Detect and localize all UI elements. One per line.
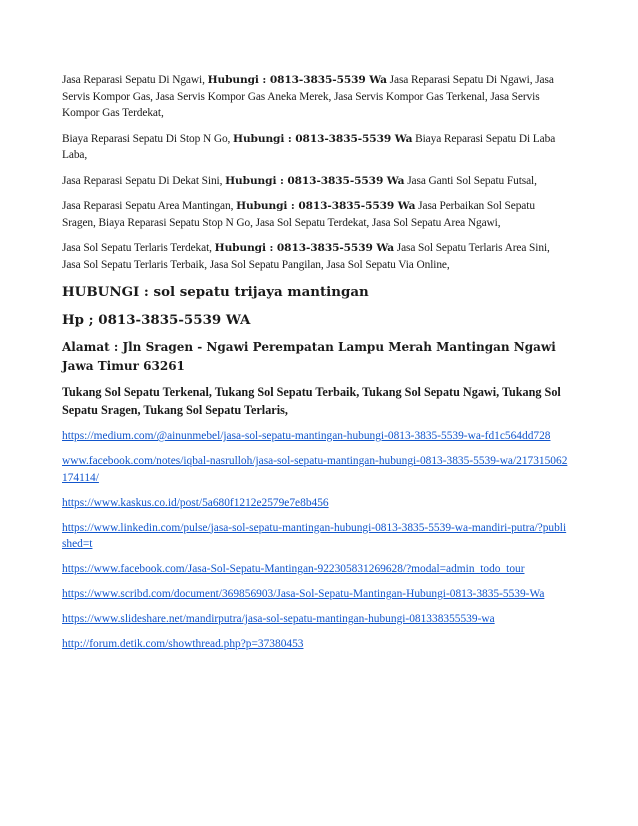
paragraph-text: Jasa Perbaikan Sol Sepatu Sragen, Biaya Reparasi Sepatu Stop N Go, Jasa Sol Sepatu Terdekat, Jasa Sol Sepatu Area Ngawi, — [62, 200, 535, 229]
ad-paragraph-3 — [62, 173, 568, 190]
paragraph-text: Jasa Reparasi Sepatu Di Dekat Sini, — [62, 174, 226, 187]
paragraph-text: Jasa Reparasi Sepatu Di Ngawi, Jasa Servis Kompor Gas, Jasa Servis Kompor Gas Aneka Merek, Jasa Servis Kompor Gas Terkenal, Jasa Servis Kompor Gas Terdekat, — [62, 74, 554, 119]
link-slideshare[interactable]: https://www.slideshare.net/mandirputra/jasa-sol-sepatu-mantingan-hubungi-081338355539-wa — [62, 613, 495, 625]
link-medium[interactable]: https://medium.com/@ainunmebel/jasa-sol-sepatu-mantingan-hubungi-0813-3835-5539-wa-fd1c564dd728 — [62, 430, 551, 442]
contact-phone: Hp ; 0813-3835-5539 WA — [62, 312, 251, 328]
phone-highlight: Hubungi : 0813-3835-5539 Wa — [207, 74, 387, 86]
phone-highlight: Hubungi : 0813-3835-5539 Wa — [236, 200, 416, 212]
link-scribd[interactable]: https://www.scribd.com/document/369856903/Jasa-Sol-Sepatu-Mantingan-Hubungi-0813-3835-5539-Wa — [62, 588, 545, 600]
paragraph-text: Jasa Reparasi Sepatu Area Mantingan, — [62, 200, 237, 212]
link-kaskus[interactable]: https://www.kaskus.co.id/post/5a680f1212e2579e7e8b456 — [62, 496, 329, 509]
paragraph-text: Biaya Reparasi Sepatu Di Stop N Go, — [62, 132, 234, 145]
paragraph-text: Jasa Reparasi Sepatu Di Ngawi, — [62, 74, 208, 86]
paragraph-text: Jasa Sol Sepatu Terlaris Area Sini, Jasa Sol Sepatu Terlaris Terbaik, Jasa Sol Sepatu Pangilan, Jasa Sol Sepatu Via Online, — [62, 242, 550, 271]
phone-highlight: Hubungi : 0813-3835-5539 Wa — [225, 174, 405, 187]
link-detik-forum[interactable]: http://forum.detik.com/showthread.php?p=37380453 — [62, 638, 304, 650]
ad-paragraph-4 — [62, 198, 568, 231]
contact-address: Alamat : Jln Sragen - Ngawi Perempatan Lampu Merah Mantingan Ngawi Jawa Timur 63261 — [62, 340, 556, 373]
ad-paragraph-1 — [62, 72, 568, 122]
document-body — [62, 72, 568, 661]
phone-highlight: Hubungi : 0813-3835-5539 Wa — [233, 132, 413, 145]
link-facebook-page[interactable]: https://www.facebook.com/Jasa-Sol-Sepatu-Mantingan-922305831269628/?modal=admin_todo_tour — [62, 563, 525, 575]
paragraph-text: Biaya Reparasi Sepatu Di Laba Laba, — [62, 132, 556, 161]
link-facebook-notes[interactable]: www.facebook.com/notes/iqbal-nasrulloh/jasa-sol-sepatu-mantingan-hubungi-0813-3835-5539-wa/217315062174114/ — [62, 455, 568, 484]
ad-paragraph-5 — [62, 240, 568, 273]
phone-highlight: Hubungi : 0813-3835-5539 Wa — [214, 242, 394, 254]
paragraph-text: Jasa Sol Sepatu Terlaris Terdekat, — [62, 242, 215, 254]
link-linkedin[interactable]: https://www.linkedin.com/pulse/jasa-sol-sepatu-mantingan-hubungi-0813-3835-5539-wa-mandiri-putra/?published=t — [62, 521, 567, 550]
ad-paragraph-2 — [62, 131, 568, 164]
service-tags: Tukang Sol Sepatu Terkenal, Tukang Sol Sepatu Terbaik, Tukang Sol Sepatu Ngawi, Tukang Sol Sepatu Sragen, Tukang Sol Sepatu Terlaris, — [62, 385, 561, 417]
contact-heading: HUBUNGI : sol sepatu trijaya mantingan — [62, 284, 369, 300]
paragraph-text: Jasa Ganti Sol Sepatu Futsal, — [404, 174, 537, 187]
link-list — [62, 428, 568, 653]
